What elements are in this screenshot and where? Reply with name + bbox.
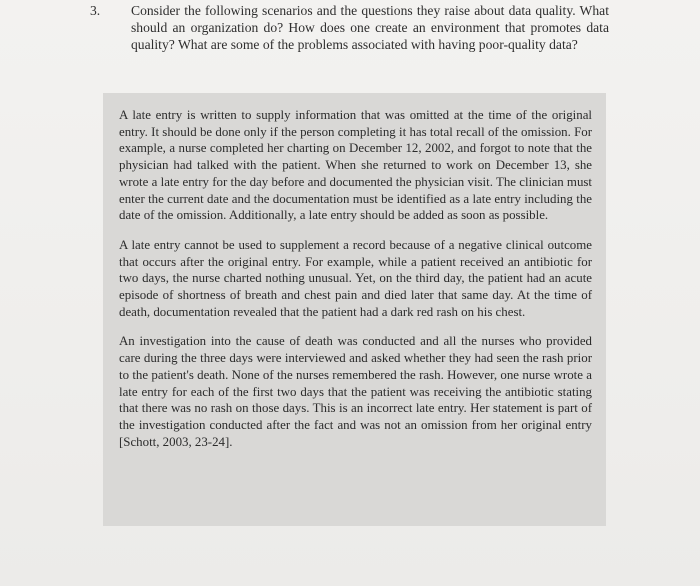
case-paragraph-3: An investigation into the cause of death was conducted and all the nurses who provided care during the three days were interviewed and asked whether they had seen the rash prior to the patient's death. None of the nurses remembered the rash. However, one nurse wrote a late entry for each of the first two days that the patient was receiving the antibiotic stating that there was no rash on those days. This is an incorrect late entry. Her statement is part of the investigation conducted after the fact and was not an omission from her original entry [Schott, 2003, 23-24]. <box>119 334 592 449</box>
case-study-box <box>103 93 606 526</box>
case-paragraph-1: A late entry is written to supply information that was omitted at the time of the original entry. It should be done only if the person completing it has total recall of the omission. For example, a nurse completed her charting on December 12, 2002, and forgot to note that the physician had talked with the patient. When she returned to work on December 13, she wrote a late entry for the day before and documented the physician visit. The clinician must enter the current date and the documentation must be identified as a late entry including the date of the omission. Additionally, a late entry should be added as soon as possible. <box>119 108 592 223</box>
question-number: 3. <box>90 3 101 18</box>
question-text: Consider the following scenarios and the questions they raise about data quality. What should an organization do? How does one create an environment that promotes data quality? What are some of the problems associated with having poor-quality data? <box>131 3 609 53</box>
case-paragraph-2: A late entry cannot be used to supplement a record because of a negative clinical outcome that occurs after the original entry. For example, while a patient received an antibiotic for two days, the nurse charted nothing unusual. Yet, on the third day, the patient had an acute episode of shortness of breath and chest pain and died later that same day. At the time of death, documentation revealed that the patient had a dark red rash on his chest. <box>119 237 592 319</box>
